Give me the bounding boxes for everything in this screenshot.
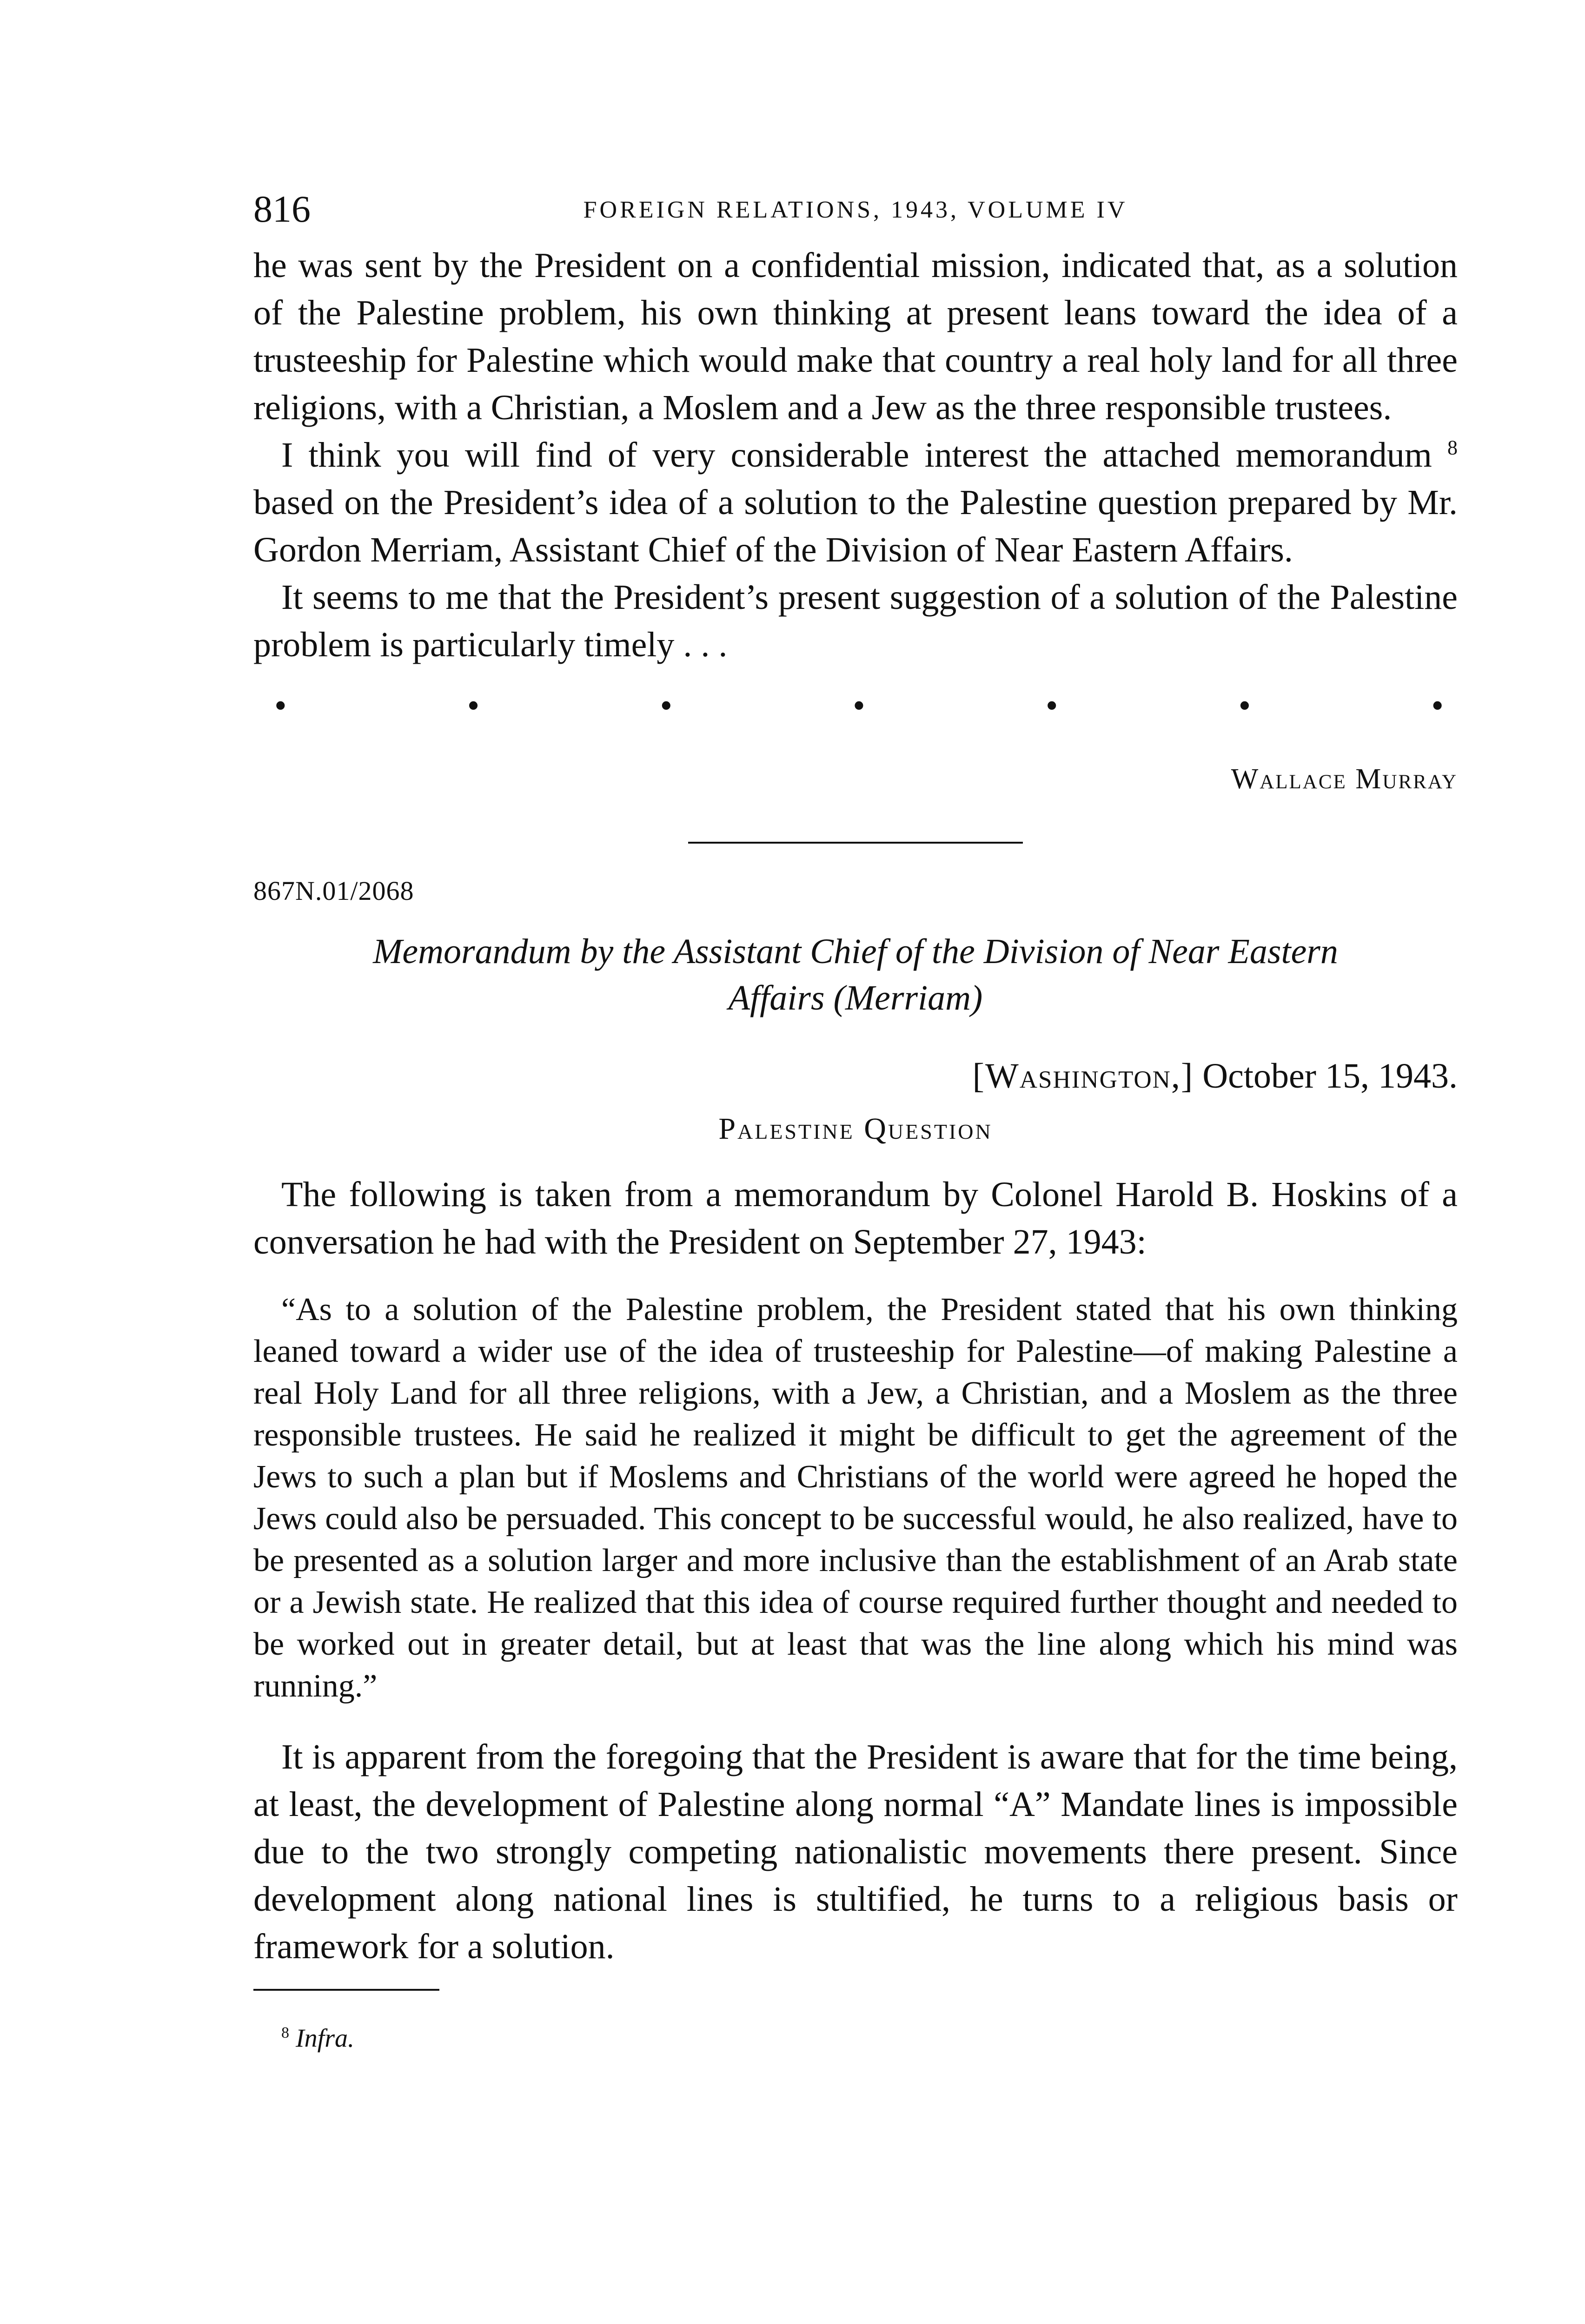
letter-paragraph-2-start: I think you will find of very considerable interest the attached memorandum [281,436,1432,475]
dateline [253,1053,1458,1099]
section-divider [688,842,1023,844]
letter-paragraph-1: he was sent by the President on a confidential mission, indicated that, as a solution of the Palestine problem, his own thinking at present leans toward the idea of a trusteeship for Palestine which would make that country a real holy land for all three religions, with a Christian, a Moslem and a Jew as the three responsible trustees. [253,246,1458,427]
omission-dot: • [1431,686,1444,725]
footnote-reference: 8 [1447,436,1458,459]
dateline-date: October 15, 1943. [1202,1056,1458,1096]
block-quote: “As to a solution of the Palestine problem, the President stated that his own thinking leaned toward a wider use of the idea of trusteeship for Palestine—of making Palestine a real Holy Land for all three religions, with a Jew, a Christian, and a Moslem as the three responsible trustees. He said he realized it might be difficult to get the agreement of the Jews to such a plan but if Moslems and Christians of the world were agreed he hoped the Jews could also be persuaded. This concept to be successful would, he also realized, have to be presented as a solution larger and more inclusive than the establishment of an Arab state or a Jewish state. He realized that this idea of course required further thought and needed to be worked out in greater detail, but at least that was the line along which his mind was running.” [253,1292,1458,1704]
letter-paragraph-2 [253,431,1458,574]
omission-dot: • [853,686,865,725]
signature: Wallace Murray [1231,763,1458,795]
file-number: 867N.01/2068 [253,876,414,906]
letter-paragraph-2-end: based on the President’s idea of a solution to the Palestine question prepared by Mr. Gordon Merriam, Assistant Chief of the Division of Near Eastern Affairs. [253,483,1458,569]
page-number: 816 [253,188,311,230]
omission-dot: • [660,686,673,725]
memorandum-intro: The following is taken from a memorandum by Colonel Harold B. Hoskins of a conversation he had with the President on September 27, 1943: [253,1175,1458,1261]
footnote-text: Infra. [296,2024,354,2053]
memorandum-title-line-1: Memorandum by the Assistant Chief of the Division of Near Eastern [373,932,1338,971]
memorandum-analysis: It is apparent from the foregoing that the President is aware that for the time being, at least, the development of Palestine along normal “A” Mandate lines is impossible due to the two strongly competing nationalistic movements there present. Since development along national lines is stultified, he turns to a religious basis or framework for a solution. [253,1737,1458,1966]
footnote-marker: 8 [281,2024,289,2041]
omission-dots [253,687,1458,724]
running-head: FOREIGN RELATIONS, 1943, VOLUME IV [583,197,1128,223]
omission-dot: • [467,686,480,725]
memorandum-title-line-2: Affairs (Merriam) [728,978,983,1017]
letter-paragraph-3: It seems to me that the President’s present suggestion of a solution of the Palestine problem is particularly timely . . . [253,578,1458,664]
omission-dot: • [1045,686,1058,725]
document-page [253,186,1458,2055]
memorandum-title [253,928,1458,1021]
page-header [253,186,1458,242]
dateline-place: [Washington,] [972,1056,1194,1096]
footnote [253,2017,1458,2055]
omission-dot: • [274,686,287,725]
omission-dot: • [1238,686,1251,725]
footnote-divider [253,1989,439,1991]
subject-heading: Palestine Question [718,1112,993,1146]
